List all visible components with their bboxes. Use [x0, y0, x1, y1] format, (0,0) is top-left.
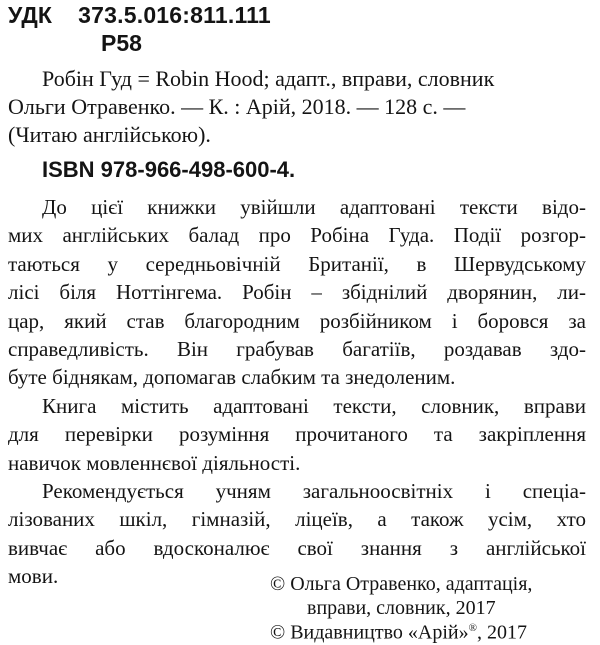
annotation-line: буте біднякам, допомагав слабким та знедоленим. [8, 365, 456, 390]
citation-line-2: Ольги Отравенко. — К. : Арій, 2018. — 128 с. — [8, 94, 466, 119]
annotation-line: цар, який став благородним розбійником і боровся за [8, 308, 586, 333]
annotation-line: лізованих шкіл, гімназій, ліцеїв, а також усім, хто [8, 507, 586, 532]
annotation-line: вивчає або вдосконалює свої знання з англійської [8, 535, 586, 560]
annotation-line: Книга містить адаптовані тексти, словник, вправи [42, 394, 586, 418]
annotation-line: мови. [8, 564, 59, 589]
annotation-line: мих англійських балад про Робіна Гуда. Події розгор- [8, 223, 586, 248]
bbk-code: Р58 [101, 30, 142, 56]
copyright-author: © Ольга Отравенко, адаптація, [270, 573, 533, 595]
copyright-publisher-name: © Видавництво «Арій» [270, 621, 469, 644]
udc-label: УДК [8, 2, 53, 28]
copyright-author-continued: вправи, словник, 2017 [307, 597, 496, 619]
annotation-line: Рекомендується учням загальноосвітніх і спеціа- [42, 479, 586, 503]
udc-classification [8, 2, 271, 29]
annotation-paragraph-1 [8, 193, 586, 392]
annotation-line: До цієї книжки увійшли адаптовані тексти відо- [42, 195, 586, 219]
isbn: ISBN 978-966-498-600-4. [42, 157, 296, 182]
annotation-line: лісі біля Ноттінгема. Робін – збіднілий дворянин, ли- [8, 280, 586, 305]
annotation-line: таються у середньовічній Британії, в Шервудському [8, 251, 586, 276]
citation-line-1: Робін Гуд = Robin Hood; адапт., вправи, словник [42, 66, 495, 91]
copyright-publisher-year: , 2017 [476, 621, 527, 644]
annotation-paragraph-2 [8, 392, 586, 477]
copyright-publisher [270, 616, 527, 645]
citation-line-3: (Читаю англійською). [8, 122, 211, 147]
registered-mark: ® [468, 622, 477, 634]
annotation-line: навичок мовленнєвої діяльності. [8, 450, 301, 475]
udc-code: 373.5.016:811.111 [78, 2, 271, 28]
annotation-line: справедливість. Він грабував багатіїв, роздавав здо- [8, 337, 586, 362]
annotation-line: для перевірки розуміння прочитаного та закріплення [8, 422, 586, 447]
